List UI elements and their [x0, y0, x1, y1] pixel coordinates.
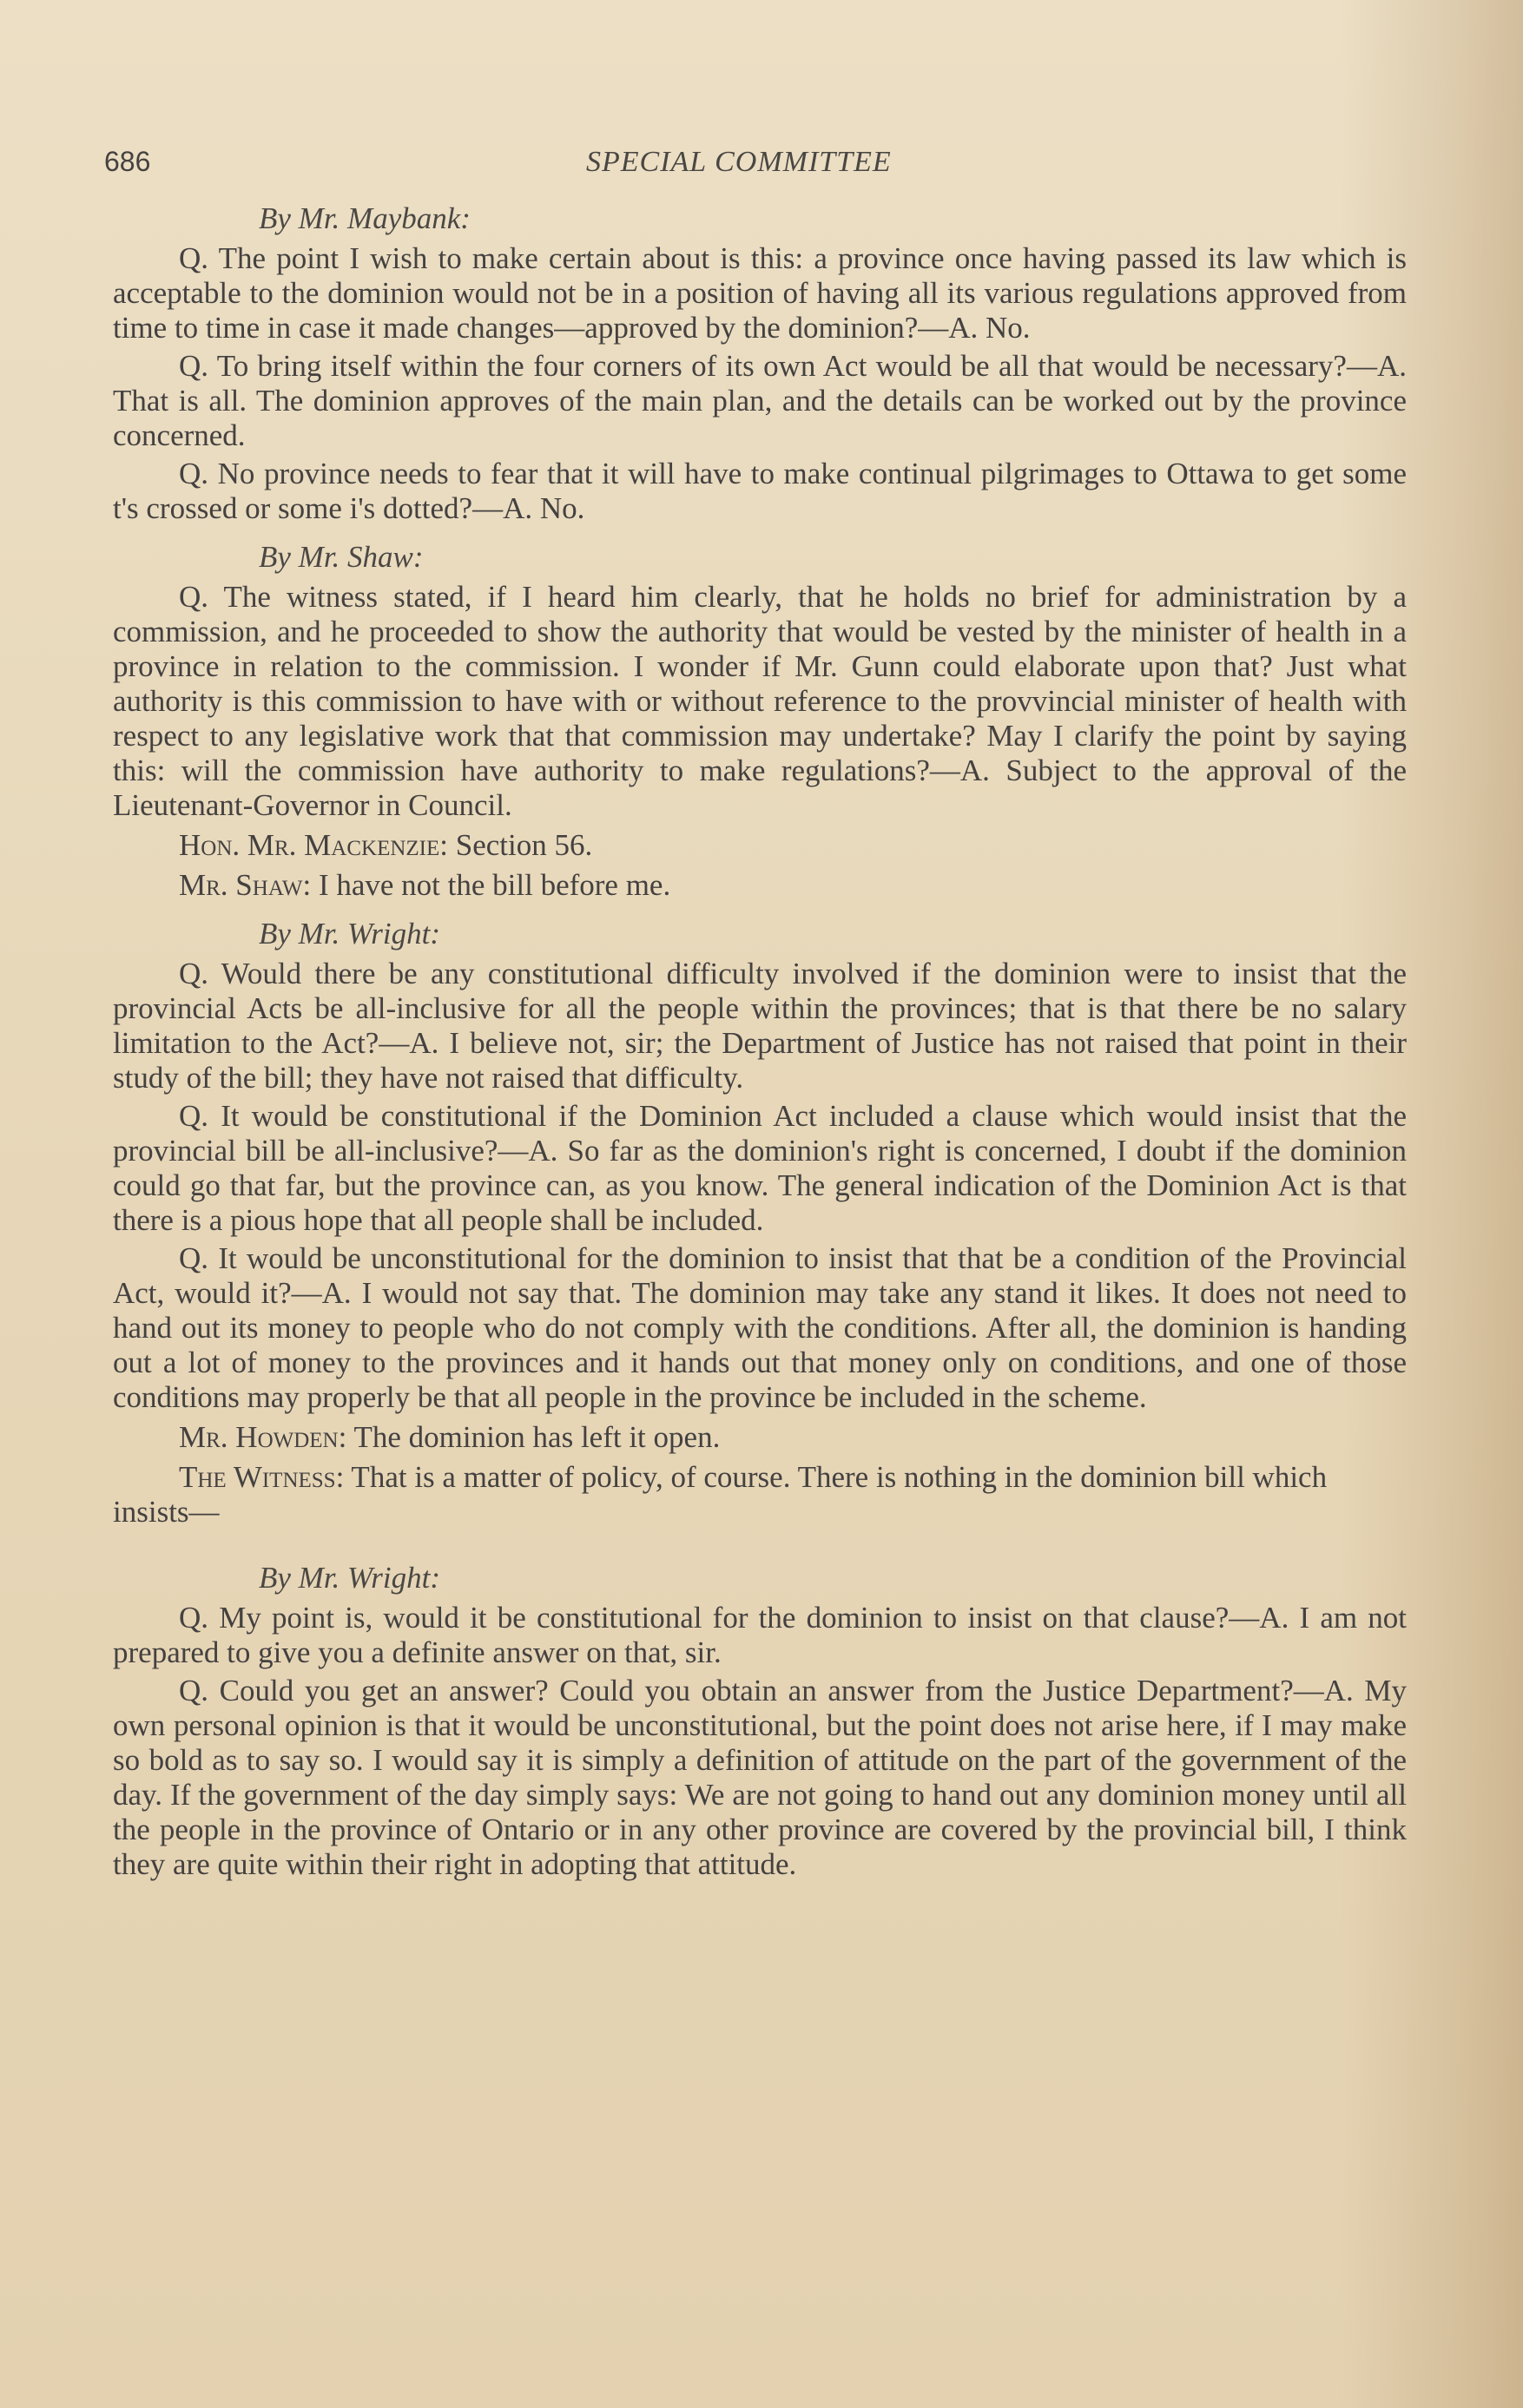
question-answer-paragraph: Q. Could you get an answer? Could you obtain an answer from the Justice Department?—A. My own personal opinion is that it would be unconstitutional, but the point does not arise here, if I may make so bold as to say so. I would say it is simply a definition of attitude on the part of the government of the day. If the government of the day simply says: We are not going to hand out any dominion money until all the people in the province of Ontario or in any other province are covered by the provincial bill, I think they are quite within their right in adopting that attitude. — [113, 1674, 1407, 1881]
speaker-byline: By Mr. Wright: — [259, 1561, 441, 1595]
question-answer-paragraph: Q. Would there be any constitutional difficulty involved if the dominion were to insist that the provincial Acts be all-inclusive for all the people within the provinces; that is that there be no salary limitation to the Act?—A. I believe not, sir; the Department of Justice has not raised that point in their study of the bill; they have not raised that difficulty. — [113, 957, 1407, 1095]
document-body — [113, 201, 1407, 1885]
speaker-name: Hon. Mr. Mackenzie — [179, 828, 440, 862]
speech-text: : The dominion has left it open. — [338, 1420, 721, 1454]
question-answer-paragraph: Q. The witness stated, if I heard him clearly, that he holds no brief for administration by a commission, and he proceeded to show the authority that would be vested by the minister of health in a province in relation to the commission. I wonder if Mr. Gunn could elaborate upon that? Just what authority is this commission to have with or without reference to the provvincial minister of health with respect to any legislative work that that commission may undertake? May I clarify the point by saying this: will the commission have authority to make regulations?—A. Subject to the approval of the Lieutenant-Governor in Council. — [113, 580, 1407, 822]
running-head: SPECIAL COMMITTEE — [586, 146, 892, 178]
question-answer-paragraph: Q. The point I wish to make certain about is this: a province once having passed its law which is acceptable to the dominion would not be in a position of having all its various regulations approved from time to time in case it made changes—approved by the dominion?—A. No. — [113, 241, 1407, 345]
speaker-byline: By Mr. Maybank: — [259, 201, 471, 235]
speech-line — [113, 1460, 1407, 1530]
question-answer-paragraph: Q. No province needs to fear that it will have to make continual pilgrimages to Ottawa to get some t's crossed or some i's dotted?—A. No. — [113, 457, 1407, 525]
speech-text: : I have not the bill before me. — [302, 868, 671, 902]
page-number: 686 — [104, 146, 151, 177]
speech-line — [113, 1420, 1407, 1455]
speech-text: : That is a matter of policy, of course. There is nothing in the dominion bill which insists— — [113, 1460, 1328, 1529]
speech-line — [113, 868, 1407, 903]
question-answer-paragraph: Q. To bring itself within the four corners of its own Act would be all that would be necessary?—A. That is all. The dominion approves of the main plan, and the details can be worked out by the province concerned. — [113, 349, 1407, 452]
speaker-byline: By Mr. Shaw: — [259, 540, 424, 574]
speech-text: : Section 56. — [439, 828, 593, 862]
question-answer-paragraph: Q. It would be constitutional if the Dominion Act included a clause which would insist that the provincial bill be all-inclusive?—A. So far as the dominion's right is concerned, I doubt if the dominion could go that far, but the province can, as you know. The general indication of the Dominion Act is that there is a pious hope that all people shall be included. — [113, 1099, 1407, 1237]
question-answer-paragraph: Q. My point is, would it be constitutional for the dominion to insist on that clause?—A. I am not prepared to give you a definite answer on that, sir. — [113, 1601, 1407, 1669]
speaker-name: The Witness — [179, 1460, 336, 1494]
page-header — [104, 146, 1381, 184]
speaker-name: Mr. Howden — [179, 1420, 339, 1454]
question-answer-paragraph: Q. It would be unconstitutional for the dominion to insist that that be a condition of the Provincial Act, would it?—A. I would not say that. The dominion may take any stand it likes. It does not need to hand out its money to people who do not comply with the conditions. After all, the dominion is handing out a lot of money to the provinces and it hands out that money only on conditions, and one of those conditions may properly be that all people in the province be included in the scheme. — [113, 1241, 1407, 1414]
speech-line — [113, 828, 1407, 863]
speaker-name: Mr. Shaw — [179, 868, 303, 902]
speaker-byline: By Mr. Wright: — [259, 917, 441, 951]
